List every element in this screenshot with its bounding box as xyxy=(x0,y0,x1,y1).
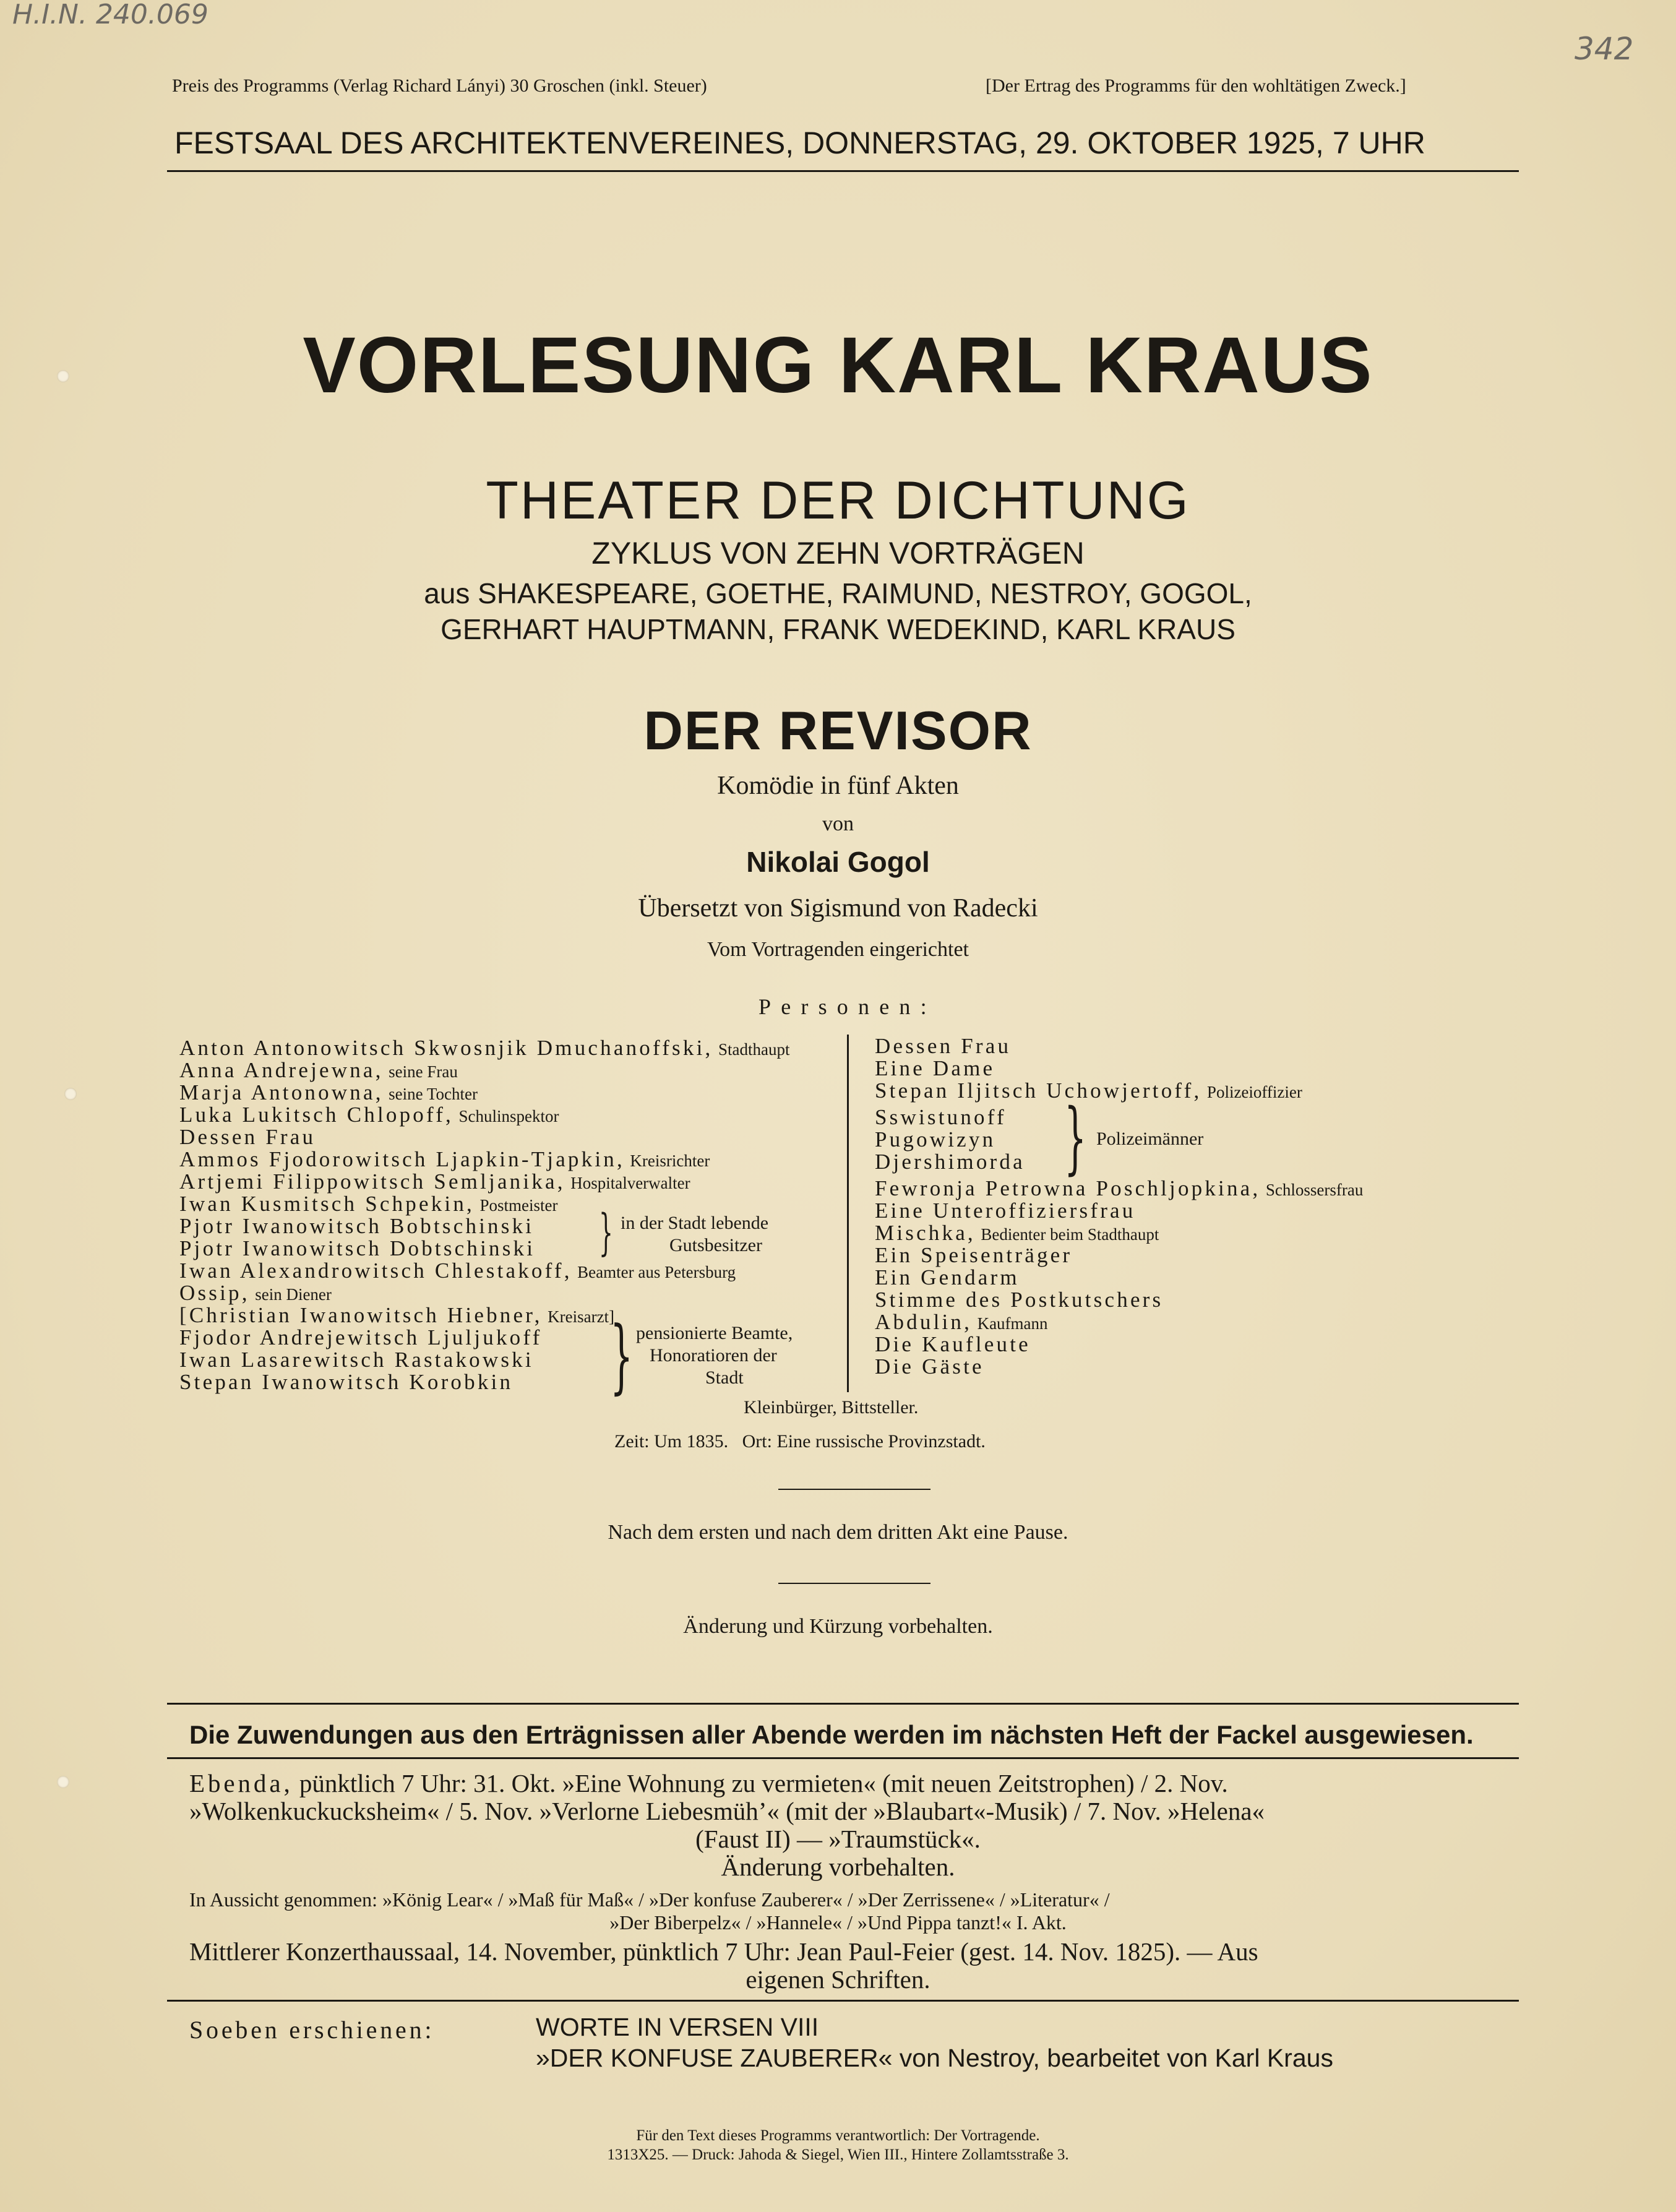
list-item: Fjodor Andrejewitsch Ljuljukoff xyxy=(179,1325,543,1349)
series-authors-line2: GERHART HAUPTMANN, FRANK WEDEKIND, KARL KRAUS xyxy=(440,613,1236,645)
konzert-line2: eigenen Schriften. xyxy=(746,1965,930,1994)
punch-hole-middle xyxy=(64,1088,77,1100)
series-name: THEATER DER DICHTUNG xyxy=(486,471,1190,530)
imprint-line1: Für den Text dieses Programms verantwortlich: Der Vortragende. xyxy=(636,2127,1040,2144)
ebenda-line2: »Wolkenkuckucksheim« / 5. Nov. »Verlorne Liebesmüh’« (mit der »Blaubart«-Musik) / 7. Nov. »Helena« xyxy=(189,1797,1265,1825)
list-item: Pjotr Iwanowitsch Bobtschinski xyxy=(179,1214,535,1238)
list-item: Sswistunoff xyxy=(875,1105,1007,1129)
list-item: Pjotr Iwanowitsch Dobtschinski xyxy=(179,1236,536,1260)
list-item: Eine Unteroffiziersfrau xyxy=(875,1199,1136,1223)
pause-note: Nach dem ersten und nach dem dritten Akt eine Pause. xyxy=(608,1521,1068,1544)
play-translator: Übersetzt von Sigismund von Radecki xyxy=(638,894,1038,923)
list-item: Mischka, Bedienter beim Stadthaupt xyxy=(875,1221,1159,1245)
konzert-line1: Mittlerer Konzerthaussaal, 14. November, pünktlich 7 Uhr: Jean Paul-Feier (gest. 14. Nov. 1825). — Aus xyxy=(189,1937,1258,1966)
handwritten-shelfmark: H.I.N. 240.069 xyxy=(12,0,208,30)
list-item: Marja Antonowna, seine Tochter xyxy=(179,1080,478,1104)
list-item: Stepan Iljitsch Uchowjertoff, Polizeioffizier xyxy=(875,1078,1302,1103)
list-item: Dessen Frau xyxy=(179,1125,316,1149)
punch-hole-bottom xyxy=(57,1776,69,1788)
footer-rule-bottom xyxy=(167,2000,1519,2002)
series-authors-line1: aus SHAKESPEARE, GOETHE, RAIMUND, NESTROY, GOGOL, xyxy=(424,577,1252,609)
list-item: Die Kaufleute xyxy=(875,1332,1031,1356)
list-item: Fewronja Petrowna Poschljopkina, Schlossersfrau xyxy=(875,1176,1364,1200)
brace-gutsbesitzer: } xyxy=(599,1203,613,1261)
imprint-line2: 1313X25. — Druck: Jahoda & Siegel, Wien III., Hintere Zollamtsstraße 3. xyxy=(607,2146,1069,2163)
handwritten-page-number: 342 xyxy=(1575,31,1634,67)
proceeds-note: [Der Ertrag des Programms für den wohltätigen Zweck.] xyxy=(986,75,1406,96)
venue-line: FESTSAAL DES ARCHITEKTENVEREINES, DONNERSTAG, 29. OKTOBER 1925, 7 UHR xyxy=(174,126,1425,160)
list-item: Stimme des Postkutschers xyxy=(875,1288,1164,1312)
group-gutsbesitzer-line2: Gutsbesitzer xyxy=(669,1235,762,1255)
group-beamte-line3: Stadt xyxy=(705,1367,744,1388)
list-item: Anton Antonowitsch Skwosnjik Dmuchanoffski, Stadthaupt xyxy=(179,1036,790,1060)
group-polizei: Polizeimänner xyxy=(1096,1129,1204,1149)
short-rule-1 xyxy=(778,1489,930,1490)
cast-heading: Personen: xyxy=(758,994,937,1019)
play-title: DER REVISOR xyxy=(643,700,1033,761)
list-item: Ammos Fjodorowitsch Ljapkin-Tjapkin, Kreisrichter xyxy=(179,1147,710,1171)
header-rule xyxy=(167,170,1519,172)
list-item: Djershimorda xyxy=(875,1150,1025,1174)
list-item: Eine Dame xyxy=(875,1056,995,1080)
ebenda-label: Ebenda, xyxy=(189,1769,293,1797)
list-item: Iwan Alexandrowitsch Chlestakoff, Beamter aus Petersburg xyxy=(179,1259,736,1283)
list-item: Stepan Iwanowitsch Korobkin xyxy=(179,1370,514,1394)
list-item: Iwan Lasarewitsch Rastakowski xyxy=(179,1348,534,1372)
list-item: Die Gäste xyxy=(875,1354,984,1379)
ebenda-line4: Änderung vorbehalten. xyxy=(721,1853,955,1881)
list-item: Dessen Frau xyxy=(875,1034,1012,1058)
series-subtitle: ZYKLUS VON ZEHN VORTRÄGEN xyxy=(591,536,1085,570)
brace-beamte: } xyxy=(610,1309,634,1403)
price-note: Preis des Programms (Verlag Richard Lányi) 30 Groschen (inkl. Steuer) xyxy=(172,75,707,96)
list-item: Ossip, sein Diener xyxy=(179,1281,332,1305)
ebenda-text-1: pünktlich 7 Uhr: 31. Okt. »Eine Wohnung zu vermieten« (mit neuen Zeitstrophen) / 2. Nov. xyxy=(299,1769,1228,1797)
time-place: Zeit: Um 1835. Ort: Eine russische Provinzstadt. xyxy=(614,1431,986,1452)
list-item: Pugowizyn xyxy=(875,1127,996,1151)
list-item: Anna Andrejewna, seine Frau xyxy=(179,1058,458,1082)
short-rule-2 xyxy=(778,1583,930,1584)
list-item: Ein Speisenträger xyxy=(875,1243,1073,1267)
footer-rule-top xyxy=(167,1703,1519,1705)
aussicht-line2: »Der Biberpelz« / »Hannele« / »Und Pippa tanzt!« I. Akt. xyxy=(609,1911,1067,1934)
list-item: Ein Gendarm xyxy=(875,1265,1020,1289)
cast-extras: Kleinbürger, Bittsteller. xyxy=(744,1397,919,1418)
list-item: Luka Lukitsch Chlopoff, Schulinspektor xyxy=(179,1103,559,1127)
ebenda-line1 xyxy=(189,1768,1228,1798)
group-gutsbesitzer-line1: in der Stadt lebende xyxy=(621,1213,769,1233)
play-arranged: Vom Vortragenden eingerichtet xyxy=(707,938,969,961)
soeben-line2: »DER KONFUSE ZAUBERER« von Nestroy, bearbeitet von Karl Kraus xyxy=(536,2044,1333,2072)
soeben-label: Soeben erschienen: xyxy=(189,2016,435,2044)
list-item: Abdulin, Kaufmann xyxy=(875,1310,1048,1334)
list-item: [Christian Iwanowitsch Hiebner, Kreisarzt] xyxy=(179,1303,615,1327)
play-author: Nikolai Gogol xyxy=(746,846,930,878)
ebenda-line3: (Faust II) — »Traumstück«. xyxy=(695,1825,981,1853)
play-by: von xyxy=(822,812,854,835)
group-beamte-line1: pensionierte Beamte, xyxy=(636,1323,793,1343)
list-item: Iwan Kusmitsch Schpekin, Postmeister xyxy=(179,1192,558,1216)
play-genre: Komödie in fünf Akten xyxy=(717,772,959,800)
group-beamte-line2: Honoratioren der xyxy=(650,1345,777,1366)
footer-rule-middle xyxy=(167,1757,1519,1759)
list-item: Artjemi Filippowitsch Semljanika, Hospitalverwalter xyxy=(179,1169,690,1194)
main-title: VORLESUNG KARL KRAUS xyxy=(303,321,1373,410)
proceeds-statement: Die Zuwendungen aus den Erträgnissen aller Abende werden im nächsten Heft der Fackel ausgewiesen. xyxy=(189,1720,1474,1749)
soeben-line1: WORTE IN VERSEN VIII xyxy=(536,2013,819,2041)
reserve-note: Änderung und Kürzung vorbehalten. xyxy=(683,1615,993,1638)
cast-column-divider xyxy=(847,1035,849,1392)
aussicht-line1: In Aussicht genommen: »König Lear« / »Maß für Maß« / »Der konfuse Zauberer« / »Der Zerrissene« / »Literatur« / xyxy=(189,1888,1110,1911)
brace-polizei: } xyxy=(1064,1092,1087,1183)
